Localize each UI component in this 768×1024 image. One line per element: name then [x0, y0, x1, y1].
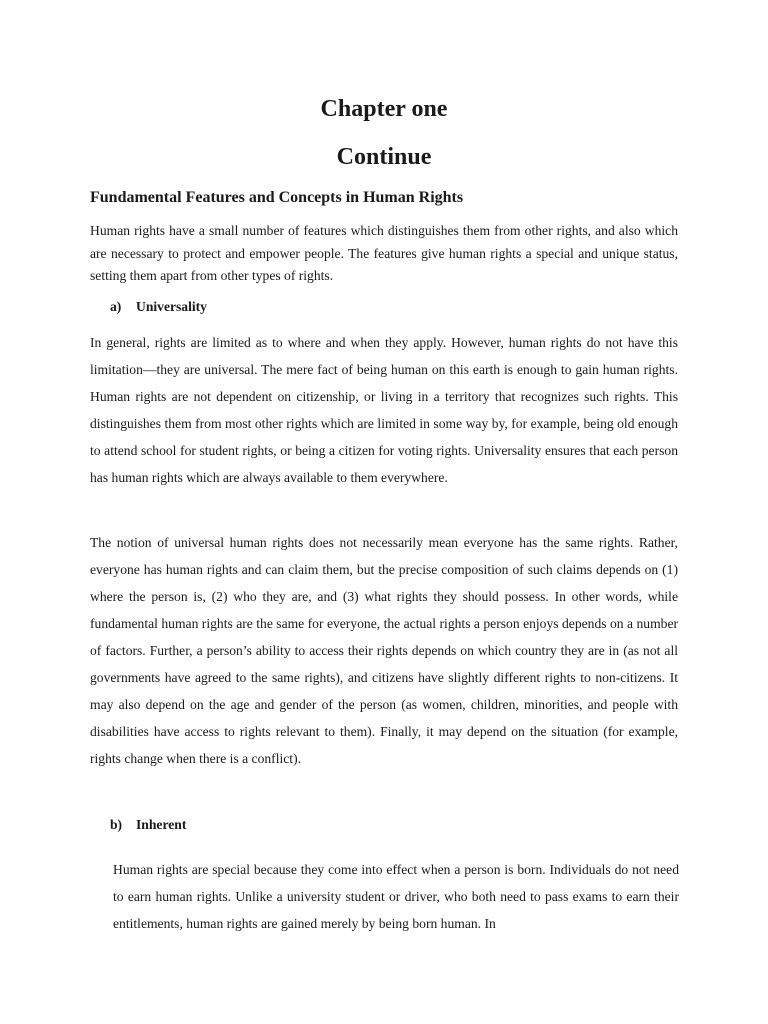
subsection-marker: b) — [110, 817, 123, 832]
section-heading: Fundamental Features and Concepts in Human Rights — [90, 189, 464, 206]
chapter-subtitle: Continue — [336, 144, 432, 170]
subsection-title: Inherent — [136, 817, 187, 832]
subsection-heading-universality — [110, 296, 207, 318]
universality-paragraph-1: In general, rights are limited as to where and when they apply. However, human rights do not have this limitation—they are universal. The mere fact of being human on this earth is enough to gain human rights. Human rights are not dependent on citizenship, or living in a territory that recognizes such rights. This distinguishes them from most other rights which are limited in some way by, for example, being old enough to attend school for student rights, or being a citizen for voting rights. Universality ensures that each person has human rights which are always available to them everywhere. — [90, 335, 678, 485]
inherent-paragraph-1: Human rights are special because they come into effect when a person is born. Individuals do not need to earn human rights. Unlike a university student or driver, who both need to pass exams to earn their entitlements, human rights are gained merely by being born human. In — [113, 862, 679, 931]
subsection-marker: a) — [110, 299, 122, 314]
subsection-title: Universality — [136, 299, 207, 314]
intro-paragraph: Human rights have a small number of features which distinguishes them from other rights, and also which are necessary to protect and empower people. The features give human rights a special and unique status, setting them apart from other types of rights. — [90, 223, 678, 283]
chapter-title: Chapter one — [320, 96, 448, 122]
universality-paragraph-2: The notion of universal human rights does not necessarily mean everyone has the same rights. Rather, everyone has human rights and can claim them, but the precise composition of such claims depends on (1) where the person is, (2) who they are, and (3) what rights they should possess. In other words, while fundamental human rights are the same for everyone, the actual rights a person enjoys depends on a number of factors. Further, a person’s ability to access their rights depends on which country they are in (as not all governments have agreed to the same rights), and citizens have slightly different rights to non-citizens. It may also depend on the age and gender of the person (as women, children, minorities, and people with disabilities have access to rights relevant to them). Finally, it may depend on the situation (for example, rights change when there is a conflict). — [90, 535, 678, 766]
subsection-heading-inherent — [110, 814, 186, 836]
